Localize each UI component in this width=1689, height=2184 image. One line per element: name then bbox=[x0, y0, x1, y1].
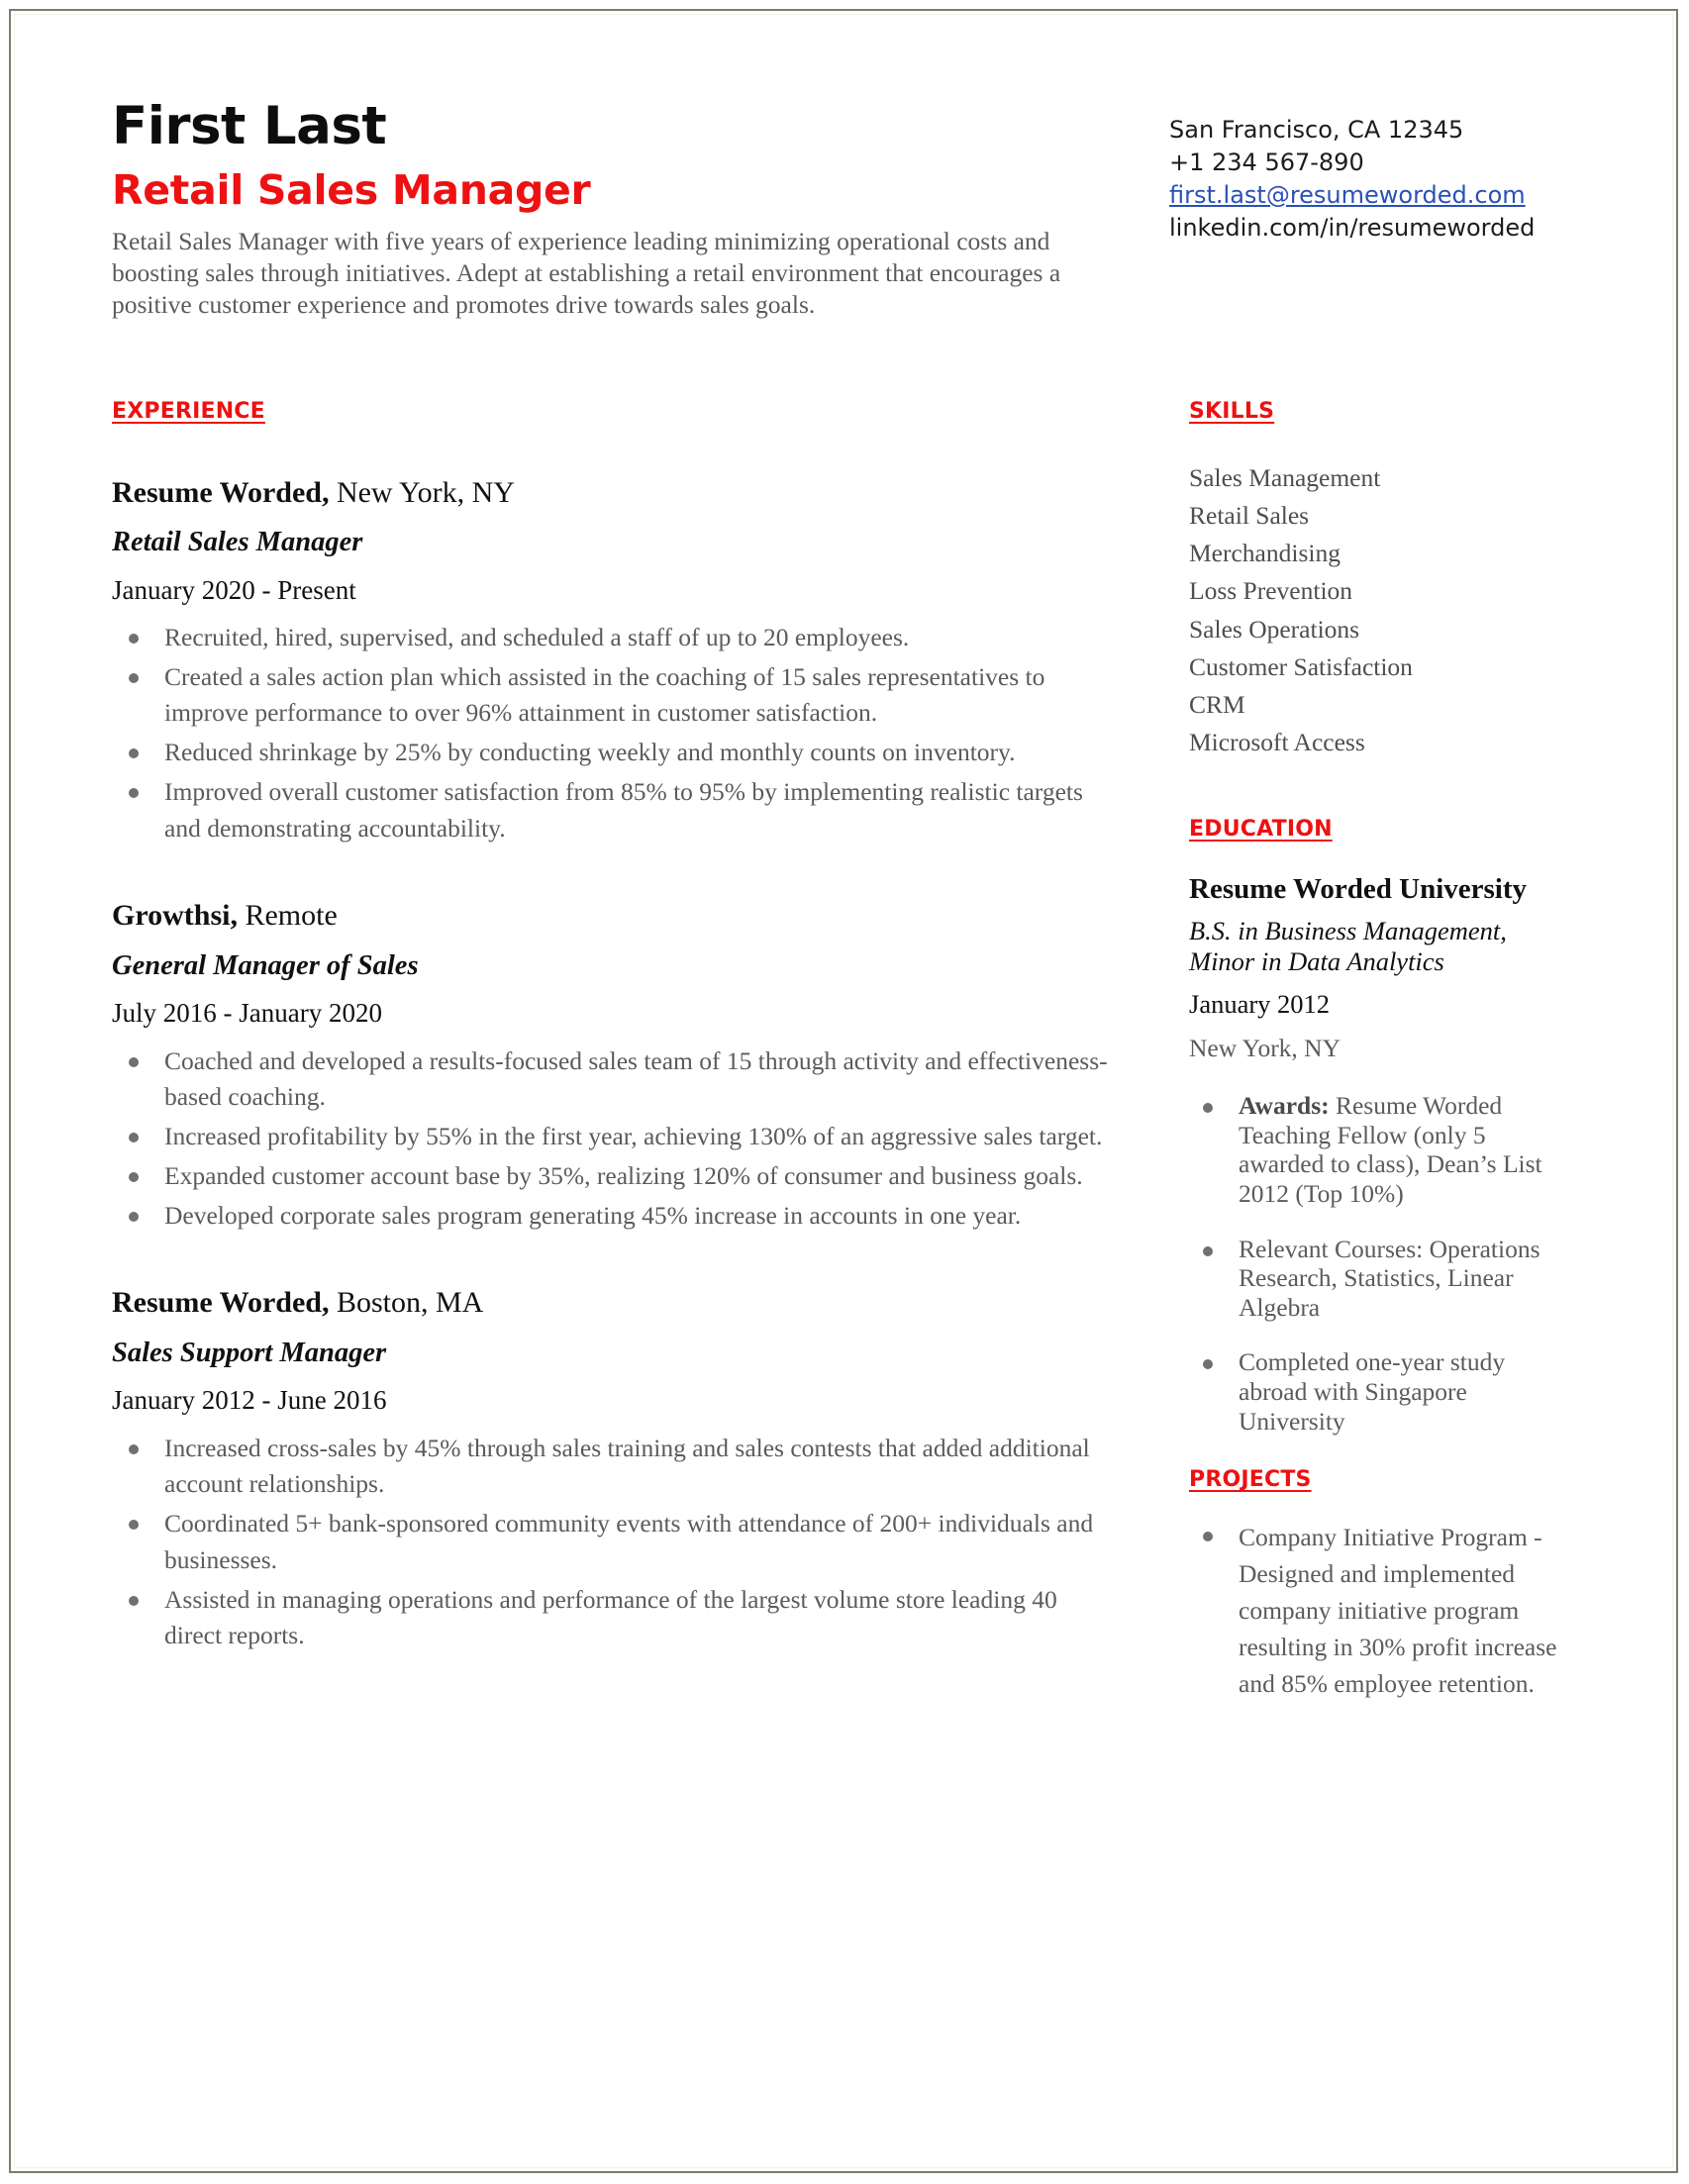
contact-email-link[interactable]: first.last@resumeworded.com bbox=[1169, 181, 1526, 210]
experience-entry bbox=[112, 475, 1112, 847]
candidate-name: First Last bbox=[112, 96, 387, 156]
experience-company-location: New York, NY bbox=[329, 475, 515, 509]
candidate-role-title: Retail Sales Manager bbox=[112, 166, 591, 215]
experience-role: Sales Support Manager bbox=[112, 1337, 387, 1368]
section-heading-projects: PROJECTS bbox=[1189, 1467, 1312, 1493]
skill-item: Customer Satisfaction bbox=[1189, 651, 1413, 681]
experience-dates: January 2012 - June 2016 bbox=[112, 1385, 387, 1416]
experience-company-name: Resume Worded, bbox=[112, 1286, 330, 1320]
projects-bullet-list bbox=[1189, 1520, 1575, 1703]
experience-bullet: Recruited, hired, supervised, and scheduled a staff of up to 20 employees. bbox=[112, 620, 1112, 656]
education-location: New York, NY bbox=[1189, 1033, 1341, 1062]
skill-item: Retail Sales bbox=[1189, 500, 1310, 530]
experience-dates: July 2016 - January 2020 bbox=[112, 998, 382, 1029]
experience-entry bbox=[112, 898, 1112, 1234]
experience-bullet: Coached and developed a results-focused sales team of 15 through activity and effectiveness-based coaching. bbox=[112, 1043, 1112, 1116]
projects-section bbox=[1189, 1467, 1575, 1703]
experience-list bbox=[112, 475, 1112, 1654]
education-bullet: Relevant Courses: Operations Research, Statistics, Linear Algebra bbox=[1189, 1235, 1575, 1323]
sidebar-column bbox=[1189, 399, 1575, 1729]
experience-role: General Manager of Sales bbox=[112, 949, 419, 981]
section-heading-experience: EXPERIENCE bbox=[112, 398, 265, 424]
resume-header bbox=[112, 96, 1555, 322]
education-bullet: Completed one-year study abroad with Singapore University bbox=[1189, 1347, 1575, 1436]
education-bullet-list bbox=[1189, 1091, 1575, 1436]
experience-role: Retail Sales Manager bbox=[112, 526, 363, 557]
experience-bullet: Increased cross-sales by 45% through sales training and sales contests that added additional account relationships. bbox=[112, 1431, 1112, 1503]
education-degree: B.S. in Business Management, Minor in Data Analytics bbox=[1189, 916, 1507, 977]
experience-company-name: Resume Worded, bbox=[112, 475, 330, 509]
section-heading-education: EDUCATION bbox=[1189, 816, 1333, 842]
experience-bullet: Coordinated 5+ bank-sponsored community events with attendance of 200+ individuals and businesses. bbox=[112, 1506, 1112, 1578]
experience-company-location: Boston, MA bbox=[329, 1286, 484, 1320]
resume-body bbox=[112, 399, 1555, 1729]
skill-item: Loss Prevention bbox=[1189, 576, 1353, 606]
experience-bullet: Developed corporate sales program generating 45% increase in accounts in one year. bbox=[112, 1198, 1112, 1235]
education-bullet bbox=[1189, 1091, 1575, 1208]
contact-info-block bbox=[1169, 99, 1555, 245]
professional-summary: Retail Sales Manager with five years of experience leading minimizing operational costs and boosting sales through initiatives. Adept at establishing a retail environment that encourages a positive customer experience and promotes drive towards sales goals. bbox=[112, 227, 1061, 320]
experience-company bbox=[112, 898, 1112, 933]
skill-item: Merchandising bbox=[1189, 539, 1341, 568]
contact-location: San Francisco, CA 12345 bbox=[1169, 116, 1464, 144]
experience-bullet: Created a sales action plan which assisted in the coaching of 15 sales representatives to improve performance to over 96% attainment in customer satisfaction. bbox=[112, 659, 1112, 732]
experience-company bbox=[112, 1285, 1112, 1320]
contact-linkedin: linkedin.com/in/resumeworded bbox=[1169, 214, 1536, 243]
education-section bbox=[1189, 817, 1575, 1437]
skill-item: Sales Management bbox=[1189, 462, 1381, 492]
main-column bbox=[112, 399, 1112, 1729]
experience-bullet: Assisted in managing operations and performance of the largest volume store leading 40 direct reports. bbox=[112, 1582, 1112, 1654]
experience-bullet-list bbox=[112, 1431, 1112, 1654]
experience-entry bbox=[112, 1285, 1112, 1654]
experience-bullet: Improved overall customer satisfaction from 85% to 95% by implementing realistic targets and demonstrating accountability. bbox=[112, 774, 1112, 846]
education-school: Resume Worded University bbox=[1189, 872, 1528, 905]
project-bullet: Company Initiative Program - Designed and implemented company initiative program resulting in 30% profit increase and 85% employee retention. bbox=[1189, 1520, 1575, 1703]
experience-company bbox=[112, 475, 1112, 510]
experience-company-name: Growthsi, bbox=[112, 899, 238, 933]
experience-company-location: Remote bbox=[237, 899, 338, 933]
skills-section bbox=[1189, 399, 1575, 762]
skill-item: Sales Operations bbox=[1189, 614, 1360, 644]
experience-bullet: Increased profitability by 55% in the first year, achieving 130% of an aggressive sales target. bbox=[112, 1119, 1112, 1155]
experience-bullet: Expanded customer account base by 35%, realizing 120% of consumer and business goals. bbox=[112, 1158, 1112, 1195]
section-heading-skills: SKILLS bbox=[1189, 398, 1275, 424]
skill-item: CRM bbox=[1189, 690, 1245, 720]
experience-bullet: Reduced shrinkage by 25% by conducting weekly and monthly counts on inventory. bbox=[112, 735, 1112, 771]
skills-list bbox=[1189, 459, 1575, 762]
header-identity-block bbox=[112, 96, 1112, 322]
experience-bullet-list bbox=[112, 1043, 1112, 1235]
education-bullet-label: Awards: bbox=[1239, 1091, 1330, 1121]
education-bullet-text: Resume Worded Teaching Fellow (only 5 awarded to class), Dean’s List 2012 (Top 10%) bbox=[1239, 1091, 1542, 1209]
contact-phone: +1 234 567-890 bbox=[1169, 149, 1364, 177]
education-date: January 2012 bbox=[1189, 988, 1331, 1019]
experience-dates: January 2020 - Present bbox=[112, 574, 356, 605]
skill-item: Microsoft Access bbox=[1189, 728, 1365, 757]
experience-bullet-list bbox=[112, 620, 1112, 846]
